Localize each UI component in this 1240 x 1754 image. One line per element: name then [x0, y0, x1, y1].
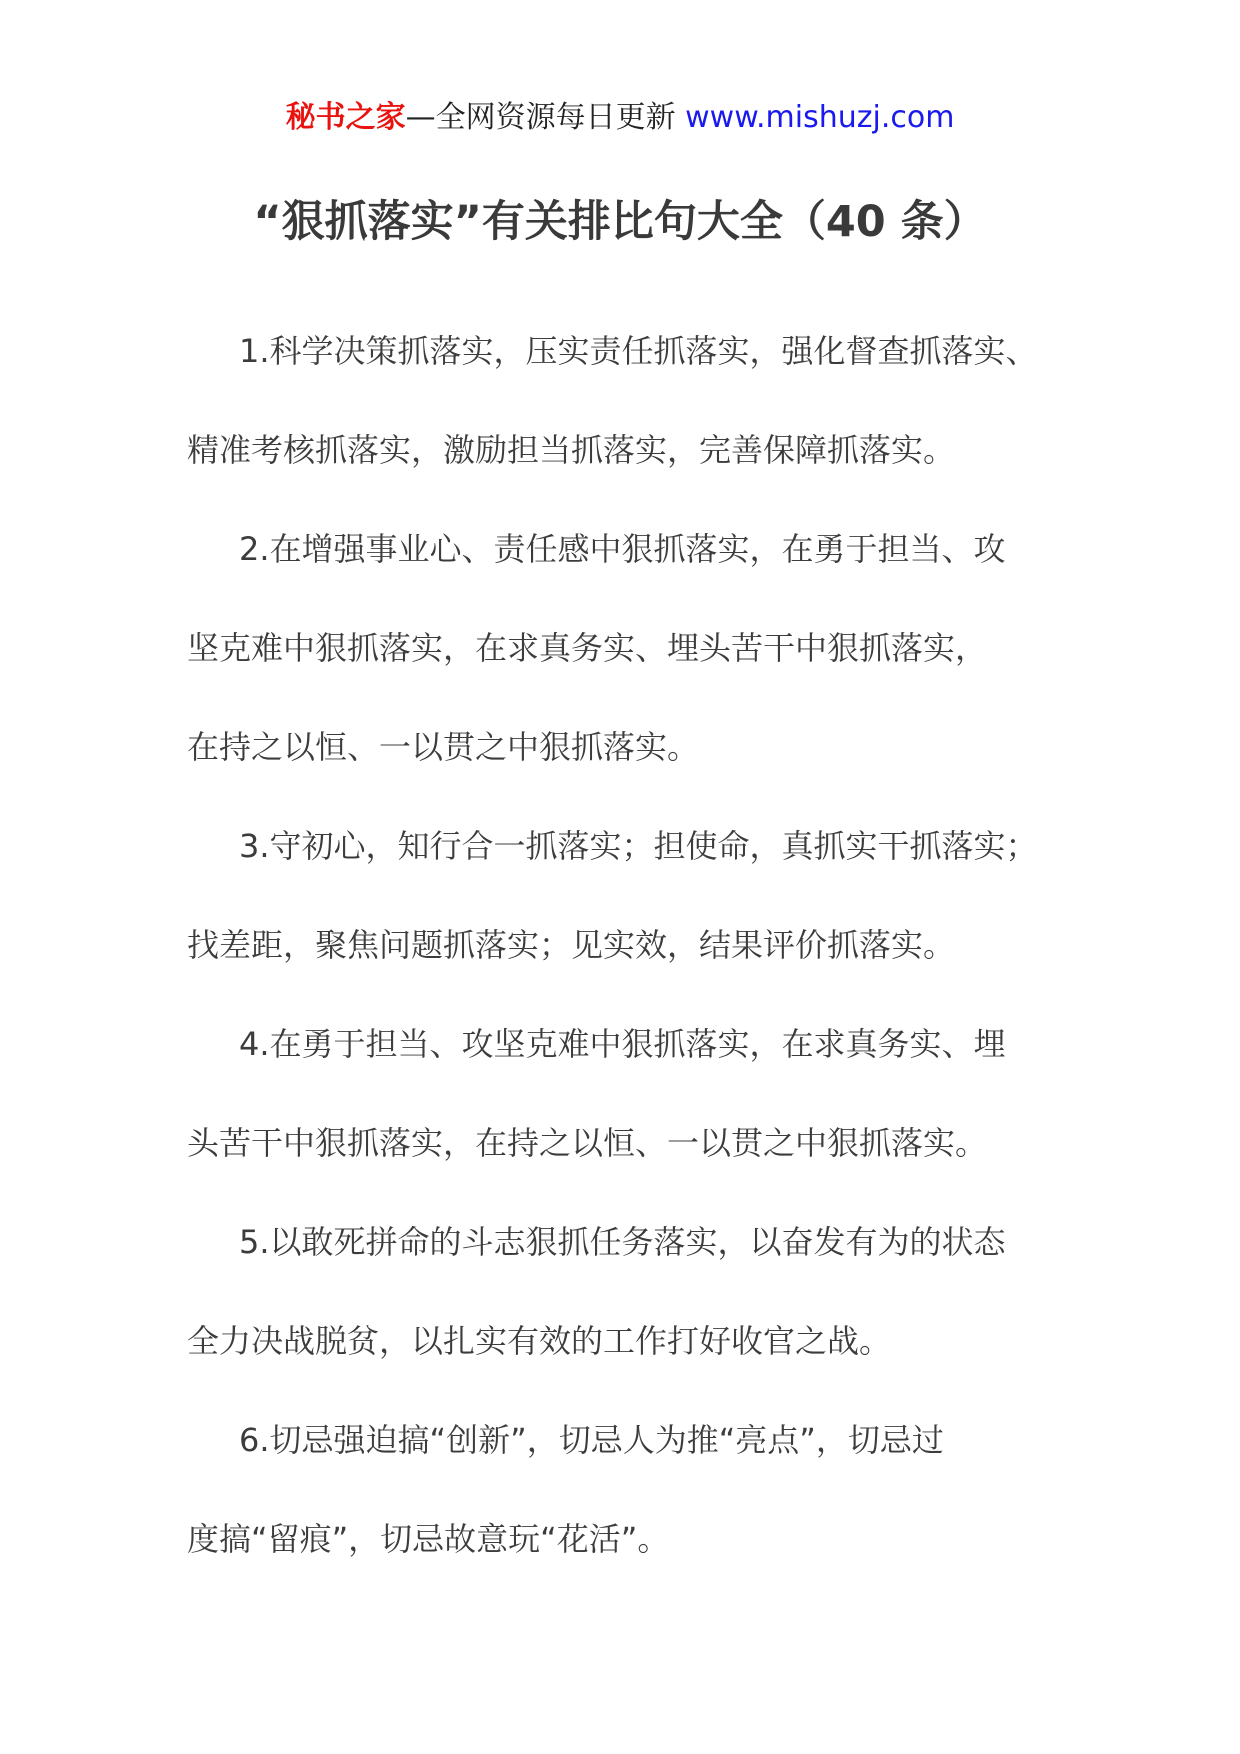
paragraph-line: 度搞“留痕”，切忌故意玩“花活”。 — [187, 1520, 670, 1558]
paragraph-line: 坚克难中狠抓落实，在求真务实、埋头苦干中狠抓落实， — [187, 629, 988, 667]
site-slogan: —全网资源每日更新 — [405, 100, 686, 135]
paragraph-1 — [187, 302, 1087, 500]
paragraph-line: 5.以敢死拼命的斗志狠抓任务落实，以奋发有为的状态 — [239, 1223, 1006, 1261]
paragraph-5 — [187, 1193, 1087, 1391]
paragraph-line: 精准考核抓落实，激励担当抓落实，完善保障抓落实。 — [187, 431, 956, 469]
paragraph-line: 找差距，聚焦问题抓落实；见实效，结果评价抓落实。 — [187, 926, 956, 964]
paragraph-2 — [187, 500, 1087, 797]
document-body — [187, 302, 1087, 1589]
site-brand: 秘书之家 — [285, 100, 406, 135]
paragraph-line: 6.切忌强迫搞“创新”，切忌人为推“亮点”，切忌过 — [239, 1421, 944, 1459]
site-header — [0, 98, 1240, 138]
paragraph-line: 在持之以恒、一以贯之中狠抓落实。 — [187, 728, 700, 766]
paragraph-line: 1.科学决策抓落实，压实责任抓落实，强化督查抓落实、 — [239, 332, 1038, 370]
site-url-link[interactable]: www.mishuzj.com — [685, 100, 955, 135]
paragraph-4 — [187, 995, 1087, 1193]
document-title: “狠抓落实”有关排比句大全（40 条） — [253, 197, 987, 247]
paragraph-line: 全力决战脱贫，以扎实有效的工作打好收官之战。 — [187, 1322, 892, 1360]
paragraph-line: 2.在增强事业心、责任感中狠抓落实，在勇于担当、攻 — [239, 530, 1006, 568]
paragraph-3 — [187, 797, 1087, 995]
paragraph-line: 头苦干中狠抓落实，在持之以恒、一以贯之中狠抓落实。 — [187, 1124, 988, 1162]
paragraph-line: 3.守初心，知行合一抓落实；担使命，真抓实干抓落实； — [239, 827, 1038, 865]
paragraph-line: 4.在勇于担当、攻坚克难中狠抓落实，在求真务实、埋 — [239, 1025, 1006, 1063]
paragraph-6 — [187, 1391, 1087, 1589]
